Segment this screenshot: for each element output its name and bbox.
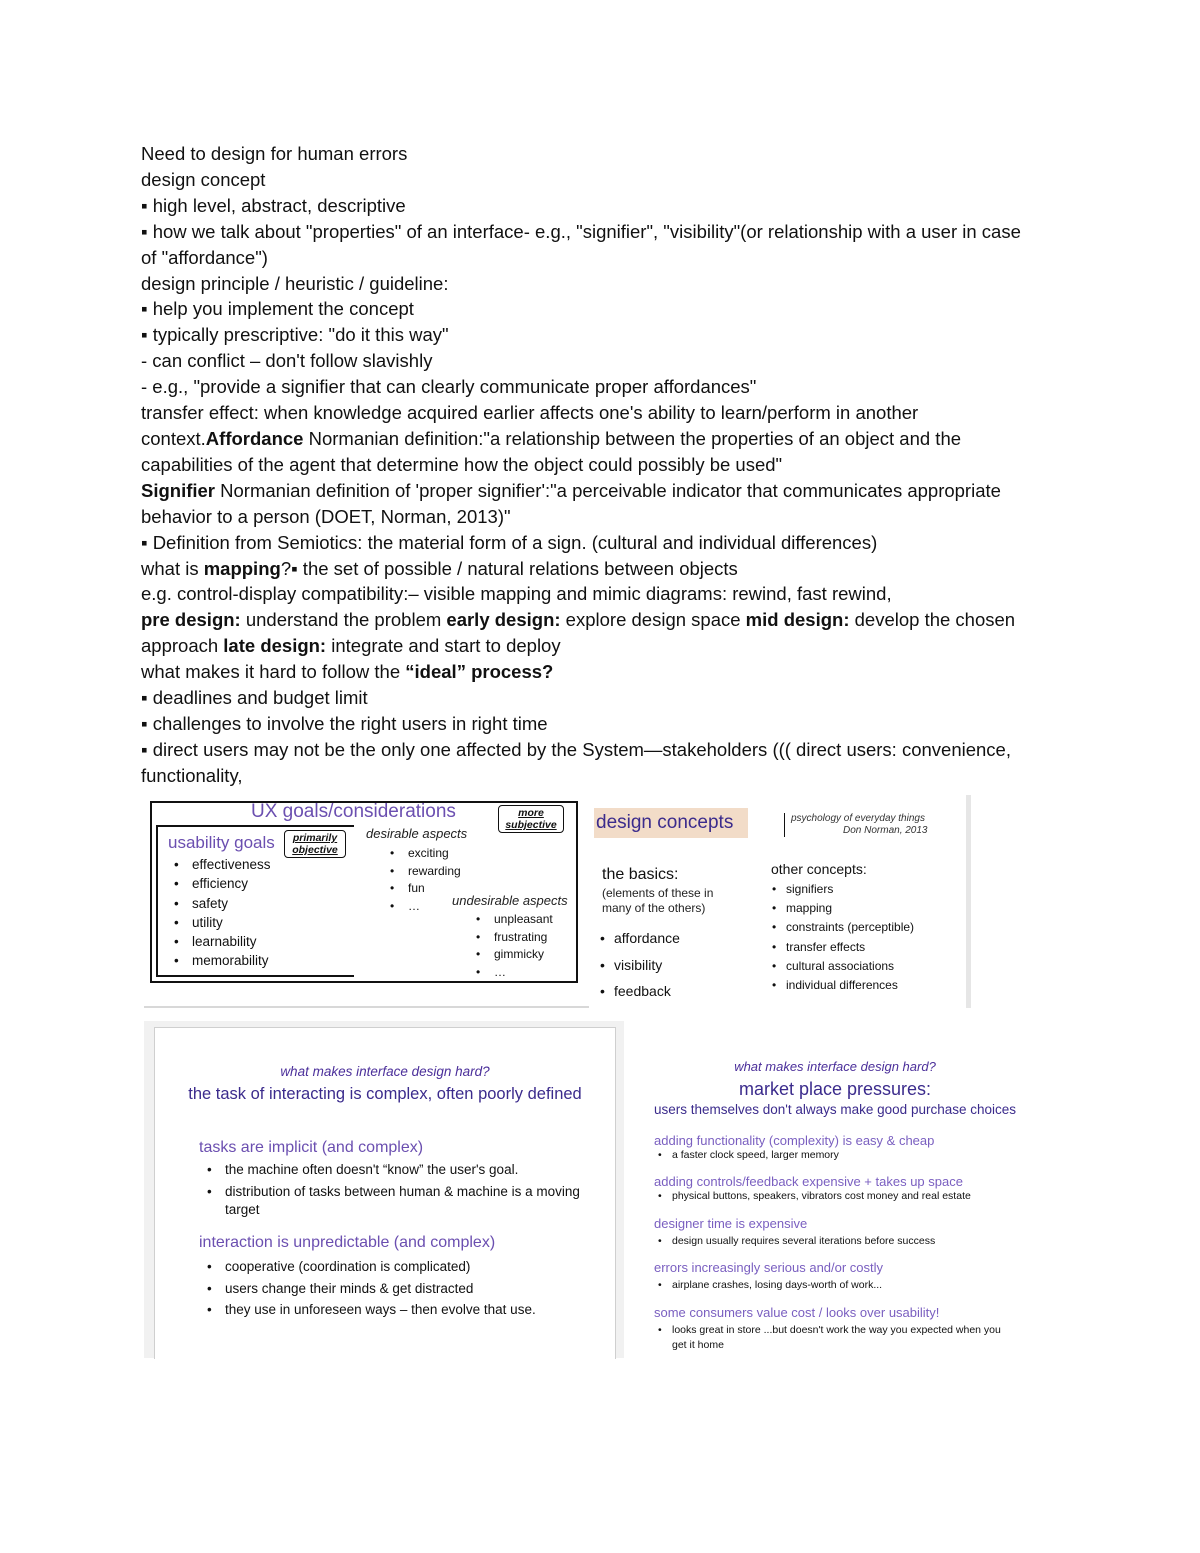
slide-title: UX goals/considerations xyxy=(251,801,456,822)
list-item: • transfer effects xyxy=(770,938,914,957)
list-item: • a faster clock speed, larger memory xyxy=(654,1148,1044,1163)
notes-paragraph xyxy=(141,556,1041,582)
notes-text-span: explore design space xyxy=(560,609,746,631)
pressure-detail-list xyxy=(654,1148,1044,1163)
more-subjective-tag: more subjective xyxy=(498,805,564,833)
pressure-heading: some consumers value cost / looks over usability! xyxy=(654,1305,940,1320)
notes-text-span: understand the problem xyxy=(240,609,447,631)
list-item: • the machine often doesn't “know” the user's goal. xyxy=(203,1161,583,1180)
notes-line: ▪ challenges to involve the right users in right time xyxy=(141,712,548,734)
notes-line: ▪ deadlines and budget limit xyxy=(141,687,368,709)
notes-text-span: what is xyxy=(141,557,204,579)
list-item: • visibility xyxy=(598,952,680,979)
notes-line: ▪ how we talk about "properties" of an interface- e.g., "signifier", "visibility"(or relationship with a user in case of "affordance") xyxy=(141,220,1021,268)
list-item: • efficiency xyxy=(170,874,271,893)
slide-header: design concepts xyxy=(594,808,748,838)
undesirable-aspects-title: undesirable aspects xyxy=(452,893,568,908)
list-item: • looks great in store ...but doesn't work the way you expected when you get it home xyxy=(654,1323,1014,1352)
pressure-item xyxy=(654,1174,1044,1204)
pressure-item xyxy=(654,1305,1044,1352)
notes-line: e.g. control-display compatibility:– visible mapping and mimic diagrams: rewind, fast rewind, xyxy=(141,583,892,605)
pressure-heading: errors increasingly serious and/or costly xyxy=(654,1260,884,1275)
term-affordance: Affordance xyxy=(205,427,304,449)
term-pre-design: pre design: xyxy=(141,609,241,631)
notes-line: design concept xyxy=(141,168,266,190)
primarily-objective-tag: primarily objective xyxy=(284,830,346,858)
list-item: • signifiers xyxy=(770,880,914,899)
basics-title: the basics: xyxy=(602,866,679,883)
list-item: • cultural associations xyxy=(770,957,914,976)
section-title: tasks are implicit (and complex) xyxy=(199,1139,424,1156)
notes-text-span: Normanian definition:"a relationship between the properties of an object and the capabilities of the agent that determine how the object could possibly be used" xyxy=(141,427,962,475)
list-item: • cooperative (coordination is complicated) xyxy=(203,1256,536,1278)
list-item: • effectiveness xyxy=(170,855,271,874)
notes-text xyxy=(141,141,1041,789)
list-item: • … xyxy=(472,964,553,982)
list-item: • utility xyxy=(170,913,271,932)
notes-line: ▪ help you implement the concept xyxy=(141,298,414,320)
term-ideal-process: “ideal” process? xyxy=(405,661,554,683)
list-item: • users change their minds & get distracted xyxy=(203,1278,536,1300)
list-item: • rewarding xyxy=(386,863,461,881)
notes-text-span: transfer effect: when knowledge acquired earlier affects one's ability to learn/perform in another context. xyxy=(141,402,919,449)
citation-author: Don Norman, 2013 xyxy=(843,825,928,836)
term-mid-design: mid design: xyxy=(745,609,850,631)
pressure-item xyxy=(654,1133,1044,1163)
citation-title: psychology of everyday things xyxy=(791,813,925,824)
notes-line: - e.g., "provide a signifier that can clearly communicate proper affordances" xyxy=(141,376,757,398)
usability-goals-title: usability goals xyxy=(168,833,275,852)
list-item: • affordance xyxy=(598,925,680,952)
pressure-detail-list xyxy=(654,1234,1044,1249)
list-item: • distribution of tasks between human & machine is a moving target xyxy=(203,1183,583,1220)
list-item: • mapping xyxy=(770,899,914,918)
slide-question: what makes interface design hard? xyxy=(734,1059,936,1074)
term-mapping: mapping xyxy=(203,557,281,579)
pressure-item xyxy=(654,1260,1044,1293)
pressure-detail-list xyxy=(654,1189,1044,1204)
list-item: • safety xyxy=(170,894,271,913)
desirable-aspects-list xyxy=(386,845,461,916)
notes-text-span: develop the chosen approach xyxy=(141,609,1016,657)
pressure-heading: designer time is expensive xyxy=(654,1216,808,1231)
list-item: • individual differences xyxy=(770,976,914,995)
list-item: • learnability xyxy=(170,932,271,951)
notes-line: ▪ direct users may not be the only one affected by the System—stakeholders ((( direct users: convenience, functionality, xyxy=(141,738,1011,786)
citation xyxy=(784,813,928,837)
list-item: • feedback xyxy=(598,978,680,1005)
slide-subtitle: users themselves don't always make good purchase choices xyxy=(653,1102,1016,1117)
slide-market-pressures xyxy=(630,1050,1050,1360)
term-signifier: Signifier xyxy=(141,479,216,501)
list-item: • physical buttons, speakers, vibrators cost money and real estate xyxy=(654,1189,1044,1204)
section-title: interaction is unpredictable (and complex) xyxy=(199,1234,496,1251)
notes-line: design principle / heuristic / guideline: xyxy=(141,272,449,294)
slide-question: what makes interface design hard? xyxy=(280,1064,490,1079)
list-item: • design usually requires several iterations before success xyxy=(654,1234,1044,1249)
other-concepts-title: other concepts: xyxy=(771,861,867,877)
usability-goals-list xyxy=(170,855,271,971)
list-item: • exciting xyxy=(386,845,461,863)
other-concepts-list xyxy=(770,880,914,995)
term-late-design: late design: xyxy=(223,635,327,657)
slide-headline: the task of interacting is complex, often poorly defined xyxy=(188,1085,582,1103)
notes-line: Need to design for human errors xyxy=(141,143,408,164)
notes-line: ▪ Definition from Semiotics: the material form of a sign. (cultural and individual differences) xyxy=(141,531,878,553)
notes-paragraph xyxy=(141,400,1041,478)
list-item: • gimmicky xyxy=(472,946,553,964)
notes-paragraph xyxy=(141,607,1041,659)
notes-paragraph xyxy=(141,478,1041,530)
term-early-design: early design: xyxy=(446,609,561,631)
slide-design-concepts xyxy=(594,795,971,1008)
slide-interaction-complexity xyxy=(144,1021,624,1358)
list-item: • … xyxy=(386,898,461,916)
list-item: • unpleasant xyxy=(472,911,553,929)
notes-text-span: integrate and start to deploy xyxy=(326,635,561,657)
list-item: • memorability xyxy=(170,951,271,970)
notes-line: - can conflict – don't follow slavishly xyxy=(141,350,433,372)
list-item: • they use in unforeseen ways – then evolve that use. xyxy=(203,1299,536,1321)
notes-paragraph xyxy=(141,659,1041,685)
notes-text-span: Normanian definition of 'proper signifier':"a perceivable indicator that communicates appropriate behavior to a person (DOET, Norman, 2013)" xyxy=(141,479,1001,527)
pressure-detail-list xyxy=(654,1278,1044,1293)
pressure-heading: adding functionality (complexity) is easy & cheap xyxy=(654,1133,935,1148)
basics-list xyxy=(598,925,680,1005)
slide-ux-goals xyxy=(144,795,589,1008)
notes-text-span: what makes it hard to follow the xyxy=(141,661,406,683)
pressure-item xyxy=(654,1216,1044,1249)
notes-line: ▪ high level, abstract, descriptive xyxy=(141,194,406,216)
list-item: • airplane crashes, losing days-worth of work... xyxy=(654,1278,1044,1293)
notes-line: ▪ typically prescriptive: "do it this way" xyxy=(141,324,449,346)
section-list xyxy=(203,1161,583,1220)
desirable-aspects-title: desirable aspects xyxy=(366,826,468,841)
notes-text-span: ?▪ the set of possible / natural relations between objects xyxy=(280,557,738,579)
list-item: • frustrating xyxy=(472,929,553,947)
undesirable-aspects-list xyxy=(472,911,553,982)
slide-frame xyxy=(154,1027,616,1359)
list-item: • fun xyxy=(386,880,461,898)
section-list xyxy=(203,1256,536,1321)
slide-headline: market place pressures: xyxy=(738,1079,932,1099)
list-item: • constraints (perceptible) xyxy=(770,918,914,937)
pressure-heading: adding controls/feedback expensive + takes up space xyxy=(654,1174,963,1189)
pressure-detail-list xyxy=(654,1323,1014,1352)
basics-subtitle: (elements of these in many of the others) xyxy=(602,886,714,915)
